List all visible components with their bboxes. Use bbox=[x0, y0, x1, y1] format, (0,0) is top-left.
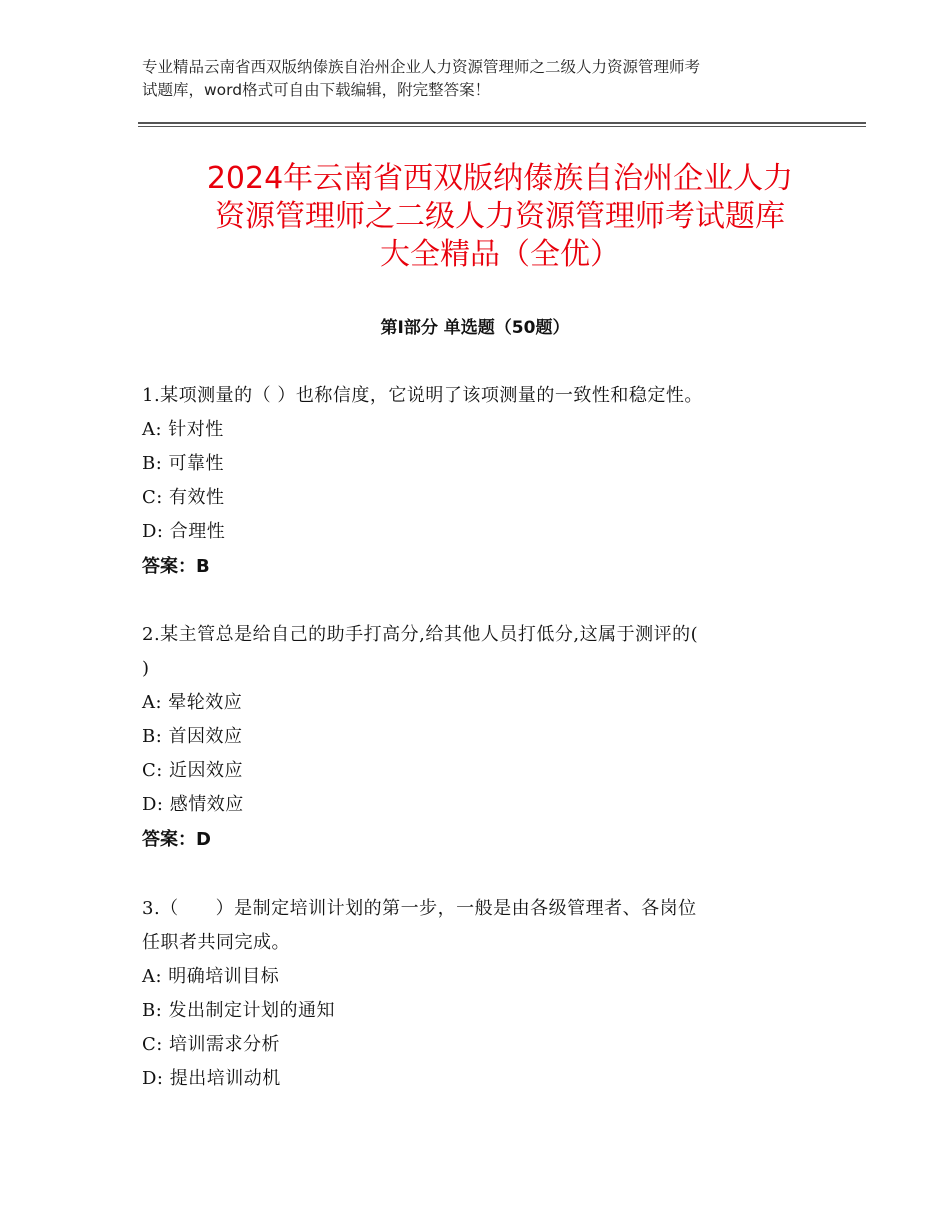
option-a: A: 针对性 bbox=[142, 419, 224, 440]
option-c: C: 培训需求分析 bbox=[142, 1034, 281, 1055]
option-a: A: 晕轮效应 bbox=[142, 692, 243, 713]
option-a: A: 明确培训目标 bbox=[142, 966, 280, 987]
option-d: D: 合理性 bbox=[142, 521, 226, 542]
question-stem-continued: ) bbox=[142, 658, 150, 679]
header-note-line: 专业精品云南省西双版纳傣族自治州企业人力资源管理师之二级人力资源管理师考 bbox=[142, 58, 701, 76]
option-c: C: 有效性 bbox=[142, 487, 225, 508]
page-title bbox=[120, 160, 880, 274]
page-title-line: 大全精品（全优） bbox=[380, 237, 620, 272]
section-heading: 第Ⅰ部分 单选题（50题） bbox=[380, 318, 570, 338]
header-note-line: 试题库，word格式可自由下载编辑，附完整答案！ bbox=[142, 81, 491, 99]
answer-label: 答案：B bbox=[142, 556, 210, 577]
header-note bbox=[142, 56, 832, 102]
header-divider bbox=[138, 122, 866, 124]
question-stem: 2.某主管总是给自己的助手打高分,给其他人员打低分,这属于测评的( bbox=[142, 624, 699, 645]
page-title-line: 2024年云南省西双版纳傣族自治州企业人力 bbox=[206, 161, 794, 196]
answer-label: 答案：D bbox=[142, 829, 211, 850]
option-b: B: 首因效应 bbox=[142, 726, 243, 747]
option-d: D: 感情效应 bbox=[142, 794, 244, 815]
option-c: C: 近因效应 bbox=[142, 760, 244, 781]
question-stem: 1.某项测量的（ ）也称信度，它说明了该项测量的一致性和稳定性。 bbox=[142, 385, 703, 406]
header-divider-thin bbox=[138, 126, 866, 127]
question-stem: 3.（ ）是制定培训计划的第一步，一般是由各级管理者、各岗位 bbox=[142, 898, 697, 919]
option-d: D: 提出培训动机 bbox=[142, 1068, 281, 1089]
option-b: B: 可靠性 bbox=[142, 453, 225, 474]
question-stem-continued: 任职者共同完成。 bbox=[142, 932, 290, 953]
option-b: B: 发出制定计划的通知 bbox=[142, 1000, 336, 1021]
page-title-line: 资源管理师之二级人力资源管理师考试题库 bbox=[215, 199, 785, 234]
